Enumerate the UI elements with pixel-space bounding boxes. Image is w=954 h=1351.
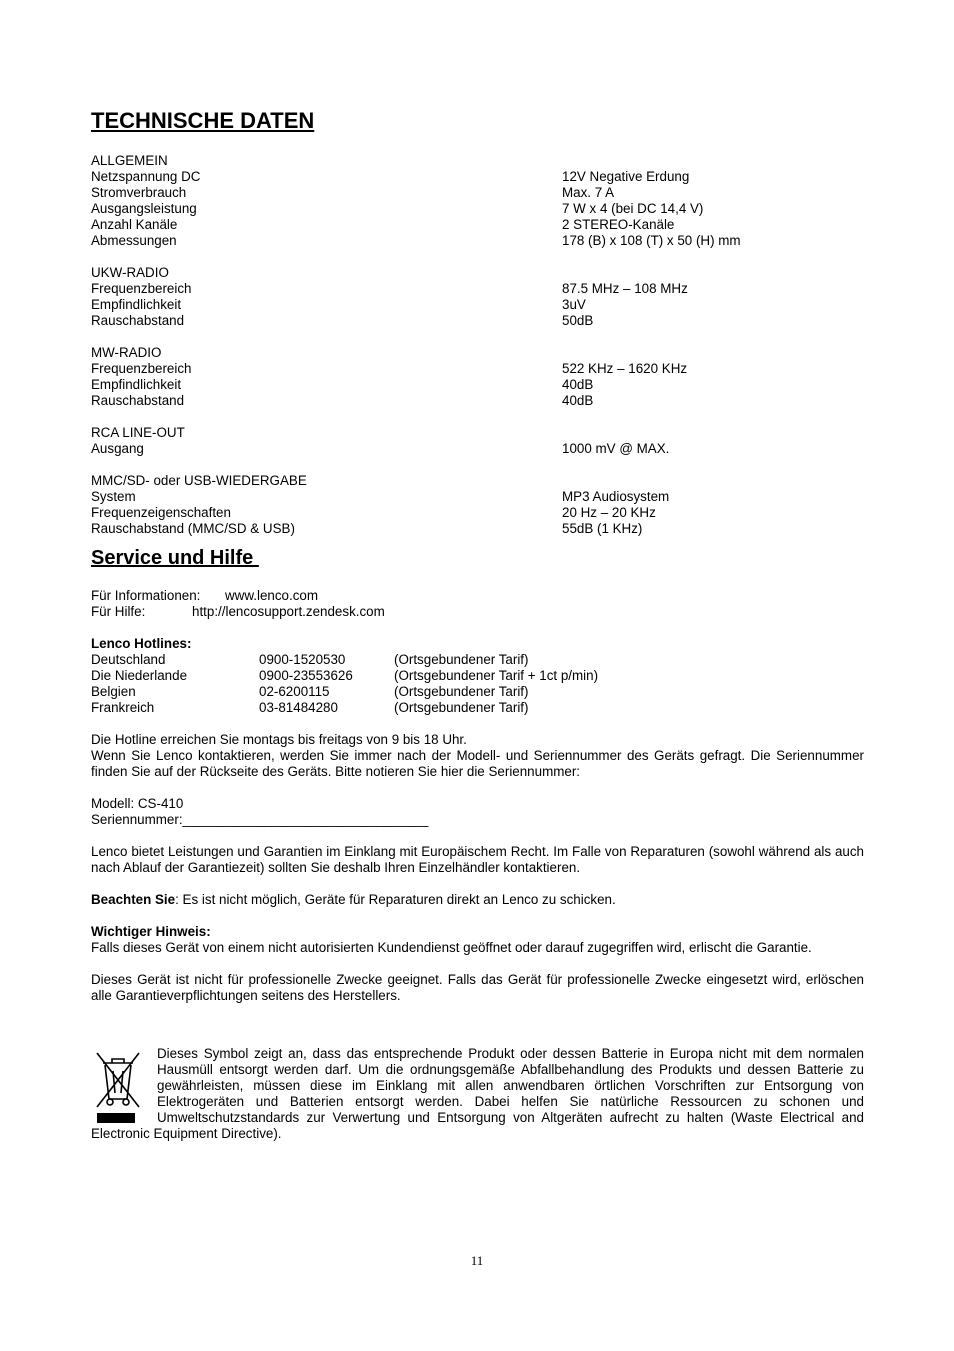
warranty-paragraph: Lenco bietet Leistungen und Garantien im Einklang mit Europäischem Recht. Im Falle von Reparaturen (sowohl während als auch nach Ablauf der Garantiezeit) sollten Sie deshalb Ihren Einzelhändler kontaktieren.: [91, 844, 864, 875]
help-row: Für Hilfe: http://lencosupport.zendesk.com: [91, 604, 385, 619]
spec-row: Rauschabstand 50dB: [91, 313, 594, 328]
specs-section: [91, 153, 864, 537]
contact-paragraph: Wenn Sie Lenco kontaktieren, werden Sie immer nach der Modell- und Seriennummer des Geräts gefragt. Die Seriennummer finden Sie auf der Rückseite des Geräts. Bitte notieren Sie hier die Seriennummer:: [91, 748, 864, 779]
hotline-row: Belgien 02-6200115 (Ortsgebundener Tarif): [91, 684, 529, 699]
important-paragraph: Falls dieses Gerät von einem nicht autorisierten Kundendienst geöffnet oder darauf zugegriffen wird, erlischt die Garantie.: [91, 940, 812, 955]
service-section: [91, 547, 864, 1142]
spec-row: Stromverbrauch Max. 7 A: [91, 185, 615, 200]
model-line: Modell: CS-410: [91, 796, 184, 811]
weee-paragraph: Dieses Symbol zeigt an, dass das entsprechende Produkt oder dessen Batterie in Europa nicht mit dem normalen Hausmüll entsorgt werden darf. Um die ordnungsgemäße Abfallbehandlung des Produkts und dessen Batterie zu gewährleisten, müssen diese im Einklang mit allen anwendbaren örtlichen Vorschriften zur Entsorgung von Elektrogeräten und Batterien entsorgt werden. Dabei helfen Sie natürliche Ressourcen zu schonen und Umweltschutzstandards zur Verwertung und Entsorgung von Altgeräten aufrecht zu halten (Waste Electrical and Electronic Equipment Directive).: [91, 1046, 864, 1141]
hotlines-title: Lenco Hotlines:: [91, 636, 192, 651]
service-title: Service und Hilfe: [91, 547, 259, 569]
important-title: Wichtiger Hinweis:: [91, 924, 211, 939]
spec-row: Empfindlichkeit 3uV: [91, 297, 586, 312]
help-link[interactable]: http://lencosupport.zendesk.com: [192, 604, 385, 619]
note-paragraph: Beachten Sie: Es ist nicht möglich, Geräte für Reparaturen direkt an Lenco zu schicken.: [91, 892, 616, 907]
spec-row: Ausgang 1000 mV @ MAX.: [91, 441, 670, 456]
hotline-row: Die Niederlande 0900-23553626 (Ortsgebundener Tarif + 1ct p/min): [91, 668, 599, 683]
hotline-row: Frankreich 03-81484280 (Ortsgebundener Tarif): [91, 700, 529, 715]
spec-group-heading: MMC/SD- oder USB-WIEDERGABE: [91, 473, 307, 488]
info-link[interactable]: www.lenco.com: [225, 588, 319, 603]
professional-paragraph: Dieses Gerät ist nicht für professionelle Zwecke geeignet. Falls das Gerät für professionelle Zwecke eingesetzt wird, erlöschen alle Garantieverpflichtungen seitens des Herstellers.: [91, 972, 864, 1003]
spec-row: Rauschabstand 40dB: [91, 393, 594, 408]
spec-row: Anzahl Kanäle 2 STEREO-Kanäle: [91, 217, 675, 232]
spec-row: Empfindlichkeit 40dB: [91, 377, 594, 392]
spec-row: Frequenzbereich 522 KHz – 1620 KHz: [91, 361, 688, 376]
spec-group-heading: UKW-RADIO: [91, 265, 169, 280]
page-number: 11: [470, 1253, 484, 1268]
page-title: TECHNISCHE DATEN: [91, 108, 315, 133]
spec-group-heading: RCA LINE-OUT: [91, 425, 185, 440]
serial-line: Seriennummer:_________________________________: [91, 812, 429, 827]
spec-group-heading: ALLGEMEIN: [91, 153, 168, 168]
spec-row: Netzspannung DC 12V Negative Erdung: [91, 169, 690, 184]
spec-row: Frequenzeigenschaften 20 Hz – 20 KHz: [91, 505, 656, 520]
info-row: Für Informationen: www.lenco.com: [91, 588, 319, 603]
hotline-row: Deutschland 0900-1520530 (Ortsgebundener Tarif): [91, 652, 529, 667]
spec-group-heading: MW-RADIO: [91, 345, 162, 360]
spec-row: Rauschabstand (MMC/SD & USB) 55dB (1 KHz): [91, 521, 643, 536]
crossed-out-wheelie-bin-icon: [93, 1049, 143, 1125]
spec-row: Frequenzbereich 87.5 MHz – 108 MHz: [91, 281, 688, 296]
hotline-hours: Die Hotline erreichen Sie montags bis freitags von 9 bis 18 Uhr.: [91, 732, 467, 747]
spec-row: System MP3 Audiosystem: [91, 489, 670, 504]
spec-row: Ausgangsleistung 7 W x 4 (bei DC 14,4 V): [91, 201, 704, 216]
spec-row: Abmessungen 178 (B) x 108 (T) x 50 (H) mm: [91, 233, 741, 248]
weee-notice: [91, 1046, 864, 1142]
